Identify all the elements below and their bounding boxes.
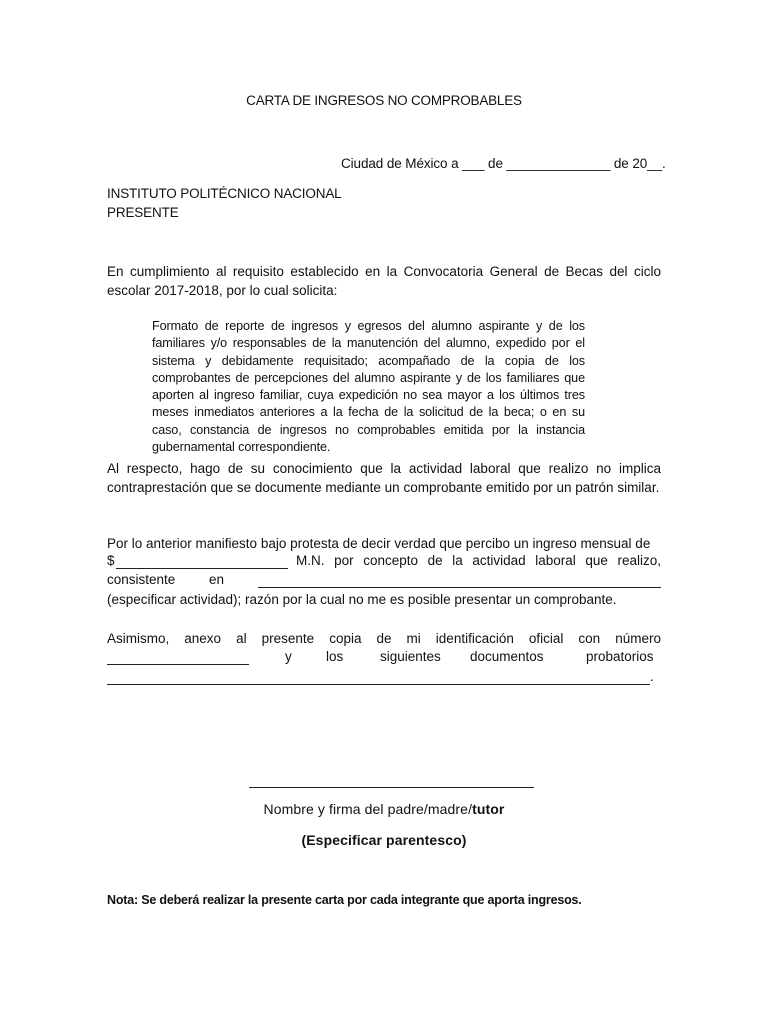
annex-word-documentos: documentos [470, 649, 544, 664]
en-label: en [209, 572, 225, 587]
income-last-line: (especificar actividad); razón por la cual no me es posible presentar un comprobante. [107, 592, 617, 607]
recipient-line-2: PRESENTE [107, 205, 179, 220]
mn-text: M.N. por concepto de la actividad laboral que realizo, [296, 553, 661, 568]
requirement-quote: Formato de reporte de ingresos y egresos del alumno aspirante y de los familiares y/o responsables de la manutención del alumno, expedido por el sistema y debidamente requisitado; acompañado de la copia de los comprobantes de percepciones del alumno aspirante y de los familiares que aporten al ingreso familiar, cuya expedición no sea mayor a los últimos tres meses inmediatos anteriores a la fecha de la solicitud de la beca; o en su caso, constancia de ingresos no comprobables emitida por la instancia gubernamental correspondiente. [152, 319, 585, 455]
document-title: CARTA DE INGRESOS NO COMPROBABLES [246, 93, 522, 108]
intro-paragraph: En cumplimiento al requisito establecido en la Convocatoria General de Becas del ciclo escolar 2017-2018, por lo cual solicita: [107, 264, 661, 298]
annex-end-period: . [650, 669, 654, 684]
annex-word-los: los [326, 649, 344, 664]
signature-line[interactable] [249, 787, 534, 788]
note-text: Se deberá realizar la presente carta por cada integrante que aporta ingresos. [137, 893, 582, 907]
date-line: Ciudad de México a ___ de ______________ de 20__. [341, 156, 666, 171]
respect-paragraph: Al respecto, hago de su conocimiento que la actividad laboral que realizo no implica contraprestación que se documente mediante un comprobante emitido por un patrón similar. [107, 461, 661, 495]
income-line-1: Por lo anterior manifiesto bajo protesta de decir verdad que percibo un ingreso mensual de [107, 536, 651, 551]
annex-line-1: Asimismo, anexo al presente copia de mi identificación oficial con número [107, 631, 661, 646]
note [107, 893, 582, 907]
signature-label-tutor: tutor [472, 801, 505, 817]
activity-blank[interactable] [258, 587, 661, 588]
documents-blank[interactable] [107, 684, 650, 685]
signature-label-prefix: Nombre y firma del padre/madre/ [263, 801, 473, 817]
currency-symbol: $ [107, 553, 115, 568]
recipient-line-1: INSTITUTO POLITÉCNICO NACIONAL [107, 186, 342, 201]
note-label: Nota: [107, 893, 138, 907]
signature-label [0, 801, 768, 817]
income-amount-blank[interactable] [116, 568, 288, 569]
annex-word-siguientes: siguientes [380, 649, 441, 664]
annex-word-y: y [285, 649, 292, 664]
id-number-blank[interactable] [107, 664, 249, 665]
consistent-label: consistente [107, 572, 176, 587]
relationship-label: (Especificar parentesco) [301, 832, 467, 848]
annex-word-probatorios: probatorios [586, 649, 654, 664]
